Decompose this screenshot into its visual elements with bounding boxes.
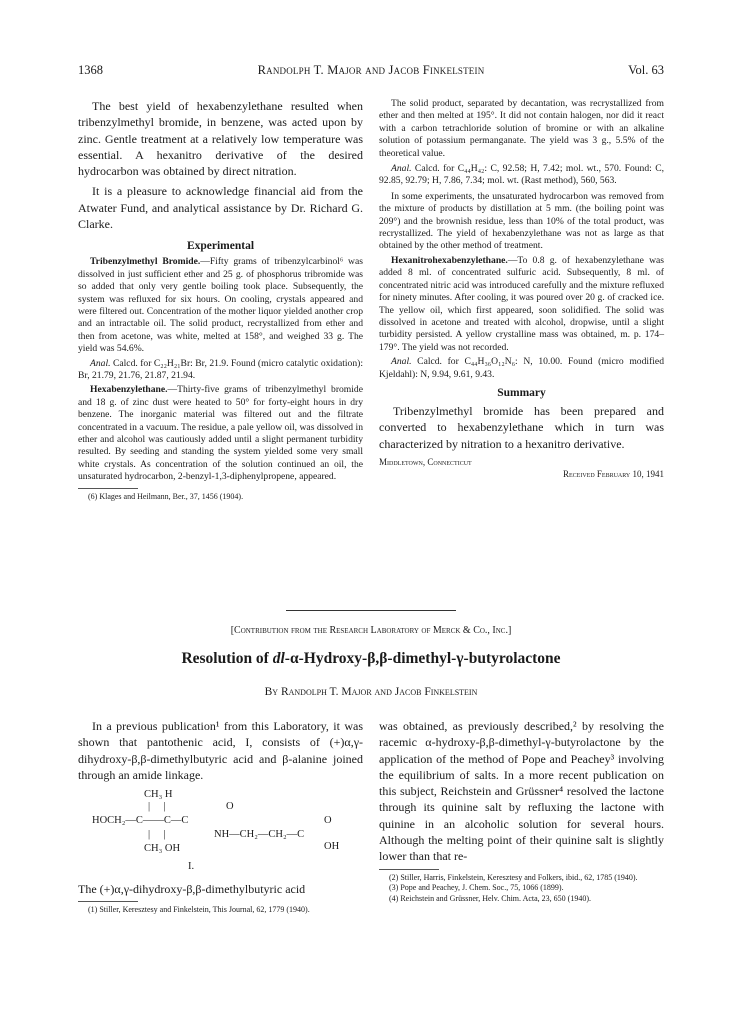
formula-o2: O — [324, 815, 332, 827]
hexabenzylethane-text: —Thirty-five grams of tribenzylmethyl bromide and 18 g. of zinc dust were heated to 50° for forty-eight hours in dry benzene. The inorganic material was filtered out and the filtrate concentrated in a vacuum. The residue, a pale yellow oil, was dissolved in ether and alcohol was cautiously added until a slight permanent turbidity resulted. By seeding and standing the system yielded some very small white crystals. As concentration of the solution continued an oil, the unsaturated hydrocarbon, 2-benzyl-1,3-diphenylpropene, appeared. — [78, 384, 363, 483]
footnote-4: (4) Reichstein and Grüssner, Helv. Chim. Acta, 23, 650 (1940). — [389, 893, 592, 903]
location: Middletown, Connecticut — [379, 456, 472, 467]
analysis-1-text: Calcd. for C₂₂H₂₁Br: Br, 21.9. Found (micro catalytic oxidation): Br, 21.79, 21.76, 21.87, 21.94. — [78, 357, 363, 382]
article-byline: By Randolph T. Major and Jacob Finkelstein — [264, 686, 478, 698]
received-date: Received February 10, 1941 — [562, 468, 664, 479]
running-authors: Randolph T. Major and Jacob Finkelstein — [257, 63, 485, 77]
formula-bond-bottom: | | — [148, 829, 166, 841]
formula-oh-right: OH — [324, 841, 340, 853]
analysis-3-text: Calcd. for C₄₄H₃₆O₁₂N₆: N, 10.00. Found (micro modified Kjeldahl): N, 9.94, 9.61, 9.43. — [379, 356, 664, 380]
tribenzylmethyl-paragraph — [78, 256, 363, 355]
footnote-3: (3) Pope and Peachey, J. Chem. Soc., 75, 1066 (1899). — [389, 883, 564, 893]
article-title: Resolution of dl-α-Hydroxy-β,β-dimethyl-γ-butyrolactone — [181, 650, 561, 667]
structural-formula-I — [78, 783, 363, 881]
solid-product-paragraph: The solid product, separated by decantation, was recrystallized from ether and then melted at 195°. It did not contain halogen, nor did it react with a carbon tetrachloride solution of bromine or with an alkaline solution of potassium permanganate. The yield was 3 g., 5.5% of the theoretical value. — [379, 98, 664, 159]
right-column-bottom — [379, 718, 664, 904]
conclusion-paragraph: The best yield of hexabenzylethane resulted when tribenzylmethyl bromide, in benzene, was acted upon by zinc. Gentle treatment at a relatively low temperature was essential. A hexanitro derivative of the desired hydrocarbon was obtained by direct nitration. — [78, 99, 363, 179]
formula-nh-chain: NH—CH₂—CH₂—C — [214, 829, 305, 841]
summary-heading: Summary — [497, 386, 546, 399]
contribution-line: [Contribution from the Research Laboratory of Merck & Co., Inc.] — [230, 625, 512, 636]
footnote-rule — [78, 488, 138, 489]
footnote-6: (6) Klages and Heilmann, Ber., 37, 1456 (1904). — [88, 491, 244, 501]
analysis-2-text: Calcd. for C₄₄H₄₂: C, 92.58; H, 7.42; mol. wt., 570. Found: C, 92.85, 92.79; H, 7.86, 7.34; mol. wt. (Rast method), 560, 563. — [379, 163, 664, 187]
formula-label: I. — [188, 861, 195, 873]
bottom-left-paragraph: The (+)α,γ-dihydroxy-β,β-dimethylbutyric acid — [78, 882, 306, 897]
analysis-1 — [78, 358, 363, 383]
footnote-rule-3 — [379, 869, 439, 870]
footnote-2: (2) Stiller, Harris, Finkelstein, Keresztesy and Folkers, ibid., 62, 1785 (1940). — [389, 872, 638, 882]
left-column-bottom — [78, 718, 363, 916]
formula-ch3-top: CH₃ H — [144, 789, 173, 801]
hexanitro-name: Hexanitrohexabenzylethane. — [391, 254, 508, 266]
left-column-top — [78, 98, 363, 502]
page-number: 1368 — [78, 63, 103, 77]
formula-o1: O — [226, 801, 234, 813]
running-header — [78, 63, 664, 79]
hexanitro-text: —To 0.8 g. of hexabenzylethane was added 8 ml. of concentrated sulfuric acid. Subsequently, 8 ml. of concentrated nitric acid was introduced carefully and the mixture refluxed for ninety minutes. After cooling, it was poured over 20 g. of cracked ice. The yellow oil, which first appeared, soon solidified. The solid was dissolved in acetone and treated with alcohol, dropwise, until a slight turbidity persisted. A yellow crystalline mass was obtained, m. p. 174–179°. The yield was not recorded. — [379, 254, 664, 353]
volume-number: Vol. 63 — [628, 63, 664, 77]
hexabenzylethane-paragraph — [78, 384, 363, 483]
hexanitro-paragraph — [379, 255, 664, 354]
tribenzylmethyl-text: —Fifty grams of tribenzylcarbinol⁶ was dissolved in just sufficient ether and 25 g. of phosphorus tribromide was so added that only very gentle boiling took place. Subsequently, the system was refluxed for six hours. On cooling, crystals appeared and were filtered out. Concentration of the mother liquor yielded another crop and an intractable oil. The solid product, recrystallized from ether and then from acetone, was white, melted at 158°, and weighed 33 g. The yield was 54.6%. — [78, 256, 363, 355]
footnote-1: (1) Stiller, Keresztesy and Finkelstein, This Journal, 62, 1779 (1940). — [88, 905, 310, 915]
analysis-2-label: Anal. — [391, 163, 412, 175]
acknowledgement-paragraph: It is a pleasure to acknowledge financial aid from the Atwater Fund, and analytical assistance by Dr. Richard G. Clarke. — [78, 184, 363, 232]
formula-bond-top: | | — [148, 801, 166, 813]
summary-paragraph: Tribenzylmethyl bromide has been prepared and converted to hexabenzylethane which in turn was characterized by nitration to a hexanitro derivative. — [379, 403, 664, 451]
formula-main-left: HOCH₂—C——C—C — [92, 815, 189, 827]
tribenzylmethyl-name: Tribenzylmethyl Bromide. — [90, 256, 201, 268]
formula-ch3-bottom: CH₃ OH — [144, 843, 181, 855]
analysis-3-label: Anal. — [391, 356, 412, 368]
hexabenzylethane-name: Hexabenzylethane. — [90, 384, 168, 396]
analysis-3 — [379, 356, 664, 381]
analysis-2 — [379, 163, 664, 188]
footnote-rule-2 — [78, 901, 138, 902]
right-column-top — [379, 98, 664, 479]
experimental-heading: Experimental — [186, 240, 255, 253]
distillation-paragraph: In some experiments, the unsaturated hydrocarbon was removed from the mixture of products by distillation at 5 mm. (the boiling point was 209°) and the brownish residue, less than 10% of the total product, was recrystallized. The yield of hexabenzylethane was not as large as that obtained by the other method of treatment. — [379, 190, 664, 252]
analysis-1-label: Anal. — [90, 357, 111, 369]
article-separator — [286, 610, 456, 611]
intro-paragraph: In a previous publication¹ from this Laboratory, it was shown that pantothenic acid, I, consists of (+)α,γ-dihydroxy-β,β-dimethylbutyric acid and β-alanine joined through an amide linkage. — [78, 719, 363, 782]
resolution-paragraph: was obtained, as previously described,² by resolving the racemic α-hydroxy-β,β-dimethyl-γ-butyrolactone by the application of the method of Pope and Peachey³ involving the equilibrium of salts. In a more recent publication on this subject, Reichstein and Grüssner⁴ resolved the lactone through its quinine salt by refluxing the lactone with quinine in an alcoholic solution for several hours. Although the melting point of their quinine salt is slightly lower than that re- — [379, 719, 664, 864]
